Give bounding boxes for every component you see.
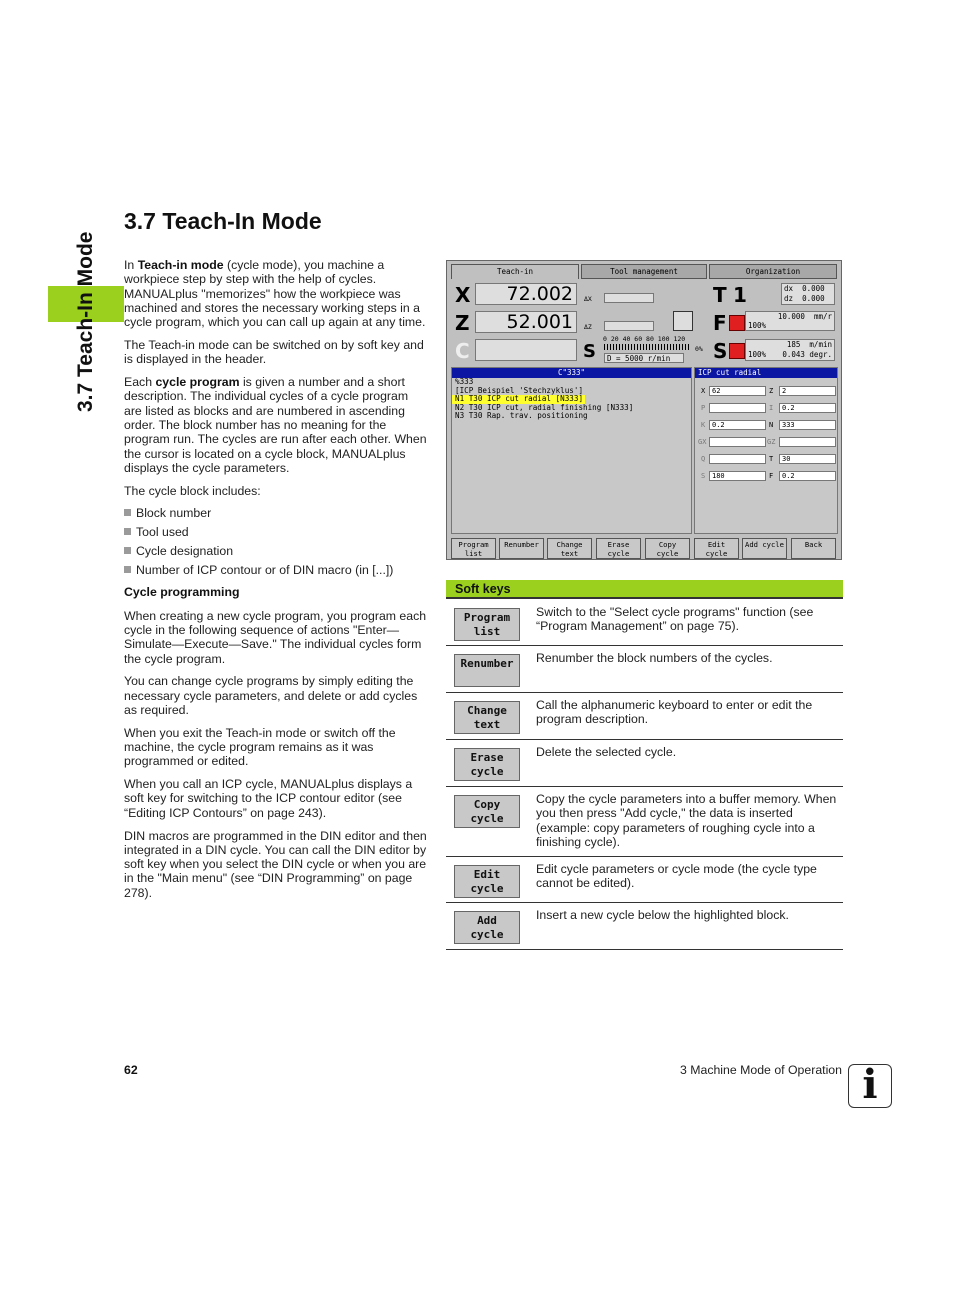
program-line[interactable]: N3 T30 Rap. trav. positioning [455, 411, 588, 421]
program-line[interactable]: %333 [455, 377, 474, 386]
param-label: K [701, 421, 706, 429]
machine-screen [446, 260, 842, 560]
paragraph: In Teach-in mode (cycle mode), you machine a workpiece step by step with the help of cycles. MANUALplus "memorizes" how the workpiece was machined and stores the necessary working steps in a cycle program, which you can call up again at any time. [124, 258, 426, 330]
param-field[interactable]: 333 [779, 420, 836, 430]
softkey-description: Insert a new cycle below the highlighted block. [536, 908, 789, 922]
program-header: C"333" [452, 368, 691, 378]
paragraph: When you exit the Teach-in mode or switch off the machine, the cycle program remains as it was programmed or edited. [124, 725, 396, 769]
screen-softkey-edit-cycle[interactable]: Edit cycle [694, 538, 739, 559]
dx-dz-box: dx 0.000 dz 0.000 [781, 283, 835, 305]
paragraph: When creating a new cycle program, you program each cycle in the following sequence of actions "Enter—Simulate—Execute—Save." The individual cycles form the cycle program. [124, 608, 427, 666]
page-title: 3.7 Teach-In Mode [124, 208, 322, 234]
param-label: T [769, 455, 774, 463]
param-label: I [769, 404, 774, 412]
paragraph: You can change cycle programs by simply editing the necessary cycle parameters, and delete or add cycles as required. [124, 674, 418, 717]
program-line[interactable]: N2 T30 ICP cut, radial finishing [N333] [455, 402, 634, 412]
param-field[interactable]: 62 [709, 386, 766, 396]
softkey-description: Switch to the "Select cycle programs" function (see “Program Management” on page 75). [536, 605, 814, 634]
softkey-description: Edit cycle parameters or cycle mode (the cycle type cannot be edited). [536, 862, 817, 891]
load-scale: 0 20 40 60 80 100 120 [603, 335, 686, 343]
paragraph: The cycle block includes: [124, 483, 261, 498]
screen-softkey-erase-cycle[interactable]: Erase cycle [596, 538, 641, 559]
softkey-description: Delete the selected cycle. [536, 745, 677, 759]
axis-z-value: 52.001 [475, 311, 577, 333]
axis-z-delta: ΔZ [584, 323, 592, 331]
tool-letter: T [713, 283, 727, 307]
renumber-softkey[interactable]: Renumber [454, 654, 520, 687]
spindle-readout: D = 5000 r/min [604, 353, 684, 363]
tool-holder-icon [673, 311, 693, 331]
cycle-program-list [451, 367, 692, 534]
table-row [446, 903, 843, 950]
change-text-softkey[interactable]: Change text [454, 701, 520, 734]
chapter-title: 3 Machine Mode of Operation [679, 1063, 842, 1077]
axis-c-value [475, 339, 577, 361]
param-field[interactable] [709, 403, 766, 413]
param-label: Z [769, 387, 774, 395]
paragraph: DIN macros are programmed in the DIN editor and then integrated in a DIN cycle. You can call the DIN editor by soft key when you select the DIN cycle or when you are in the "Main menu" (see “DIN Programming” on page 278). [124, 828, 427, 900]
axis-x-value: 72.002 [475, 283, 577, 305]
param-label: GX [698, 438, 707, 446]
param-field[interactable]: 0.2 [779, 471, 836, 481]
tab-tool-management[interactable]: Tool management [581, 264, 707, 279]
edit-cycle-softkey[interactable]: Edit cycle [454, 865, 520, 898]
feed-override-icon [729, 315, 745, 331]
param-field[interactable] [709, 437, 766, 447]
screen-softkey-back[interactable]: Back [791, 538, 836, 559]
table-row [446, 646, 843, 693]
erase-cycle-softkey[interactable]: Erase cycle [454, 748, 520, 781]
add-cycle-softkey[interactable]: Add cycle [454, 911, 520, 944]
param-label: F [769, 472, 774, 480]
paragraph: When you call an ICP cycle, MANUALplus displays a soft key for switching to the ICP contour editor (see “Editing ICP Contours” on page 243). [124, 777, 413, 820]
param-field[interactable]: 2 [779, 386, 836, 396]
tool-number: 1 [733, 283, 747, 307]
load-bar [604, 344, 689, 350]
param-label: X [701, 387, 706, 395]
param-label: P [701, 404, 706, 412]
info-icon: i [848, 1064, 892, 1108]
table-row [446, 740, 843, 787]
screen-softkey-program-list[interactable]: Program list [451, 538, 496, 559]
program-list-softkey[interactable]: Program list [454, 608, 520, 641]
table-row [446, 857, 843, 903]
subheading: Cycle programming [124, 585, 240, 600]
list-item: Tool used [124, 525, 428, 539]
feed-box: 10.000 mm/r 100% [745, 311, 835, 331]
side-tab-label: 3.7 Teach-In Mode [74, 231, 97, 412]
list-item: Number of ICP contour or of DIN macro (in [...]) [124, 563, 428, 577]
param-field[interactable] [779, 437, 836, 447]
program-line-selected[interactable]: N1 T30 ICP cut radial [N333] [452, 395, 585, 404]
feed-letter: F [713, 311, 727, 335]
program-line[interactable]: [ICP Beispiel 'Stechzyklus'] [455, 385, 584, 395]
param-label: GZ [767, 438, 776, 446]
copy-cycle-softkey[interactable]: Copy cycle [454, 795, 520, 828]
spindle-letter: S [583, 341, 596, 362]
tab-organization[interactable]: Organization [709, 264, 837, 279]
param-label: S [701, 472, 706, 480]
speed-box: 185 m/min 100% 0.043 degr. [745, 339, 835, 361]
list-item: Cycle designation [124, 544, 428, 558]
param-field[interactable]: 180 [709, 471, 766, 481]
screen-softkey-copy-cycle[interactable]: Copy cycle [645, 538, 690, 559]
table-row [446, 693, 843, 740]
axis-x-label: X [455, 283, 471, 307]
cycle-parameters [694, 367, 838, 534]
param-field[interactable]: 0.2 [779, 403, 836, 413]
softkey-description: Call the alphanumeric keyboard to enter or edit the program description. [536, 698, 813, 727]
screen-softkey-renumber[interactable]: Renumber [499, 538, 544, 559]
tab-teach-in[interactable]: Teach-in [451, 264, 579, 279]
axis-z-delta-box [604, 321, 654, 331]
paragraph: Each cycle program is given a number and a short description. The individual cycles of a cycle program are listed as blocks and are numbered in ascending order. The block number has no meaning for the program run. The cycles are run after each other. When the cursor is located on a cycle block, MANUALplus displays the cycle parameters. [124, 375, 427, 475]
spindle-percent: 0% [695, 345, 703, 353]
softkeys-table-header: Soft keys [446, 580, 843, 599]
param-label: N [769, 421, 774, 429]
speed-letter: S [713, 339, 728, 363]
param-field[interactable]: 0.2 [709, 420, 766, 430]
table-row [446, 600, 843, 646]
axis-x-delta: ΔX [584, 295, 592, 303]
softkey-description: Renumber the block numbers of the cycles. [536, 651, 773, 665]
axis-z-label: Z [455, 311, 470, 335]
param-header: ICP cut radial [695, 368, 837, 378]
spindle-override-icon [729, 343, 745, 359]
screen-softkey-add-cycle[interactable]: Add cycle [742, 538, 787, 559]
param-field[interactable]: 30 [779, 454, 836, 464]
bullet-list [124, 506, 428, 577]
screen-softkey-change-text[interactable]: Change text [547, 538, 592, 559]
table-row [446, 787, 843, 857]
page-number: 62 [124, 1063, 138, 1077]
axis-c-label: C [455, 339, 470, 363]
softkey-description: Copy the cycle parameters into a buffer memory. When you then press "Add cycle," the data is inserted (example: copy parameters of roughing cycle into a finishing cycle). [536, 792, 837, 849]
axis-x-delta-box [604, 293, 654, 303]
list-item: Block number [124, 506, 428, 520]
paragraph: The Teach-in mode can be switched on by soft key and is displayed in the header. [124, 337, 424, 367]
body-text [124, 258, 428, 909]
param-label: Q [701, 455, 706, 463]
param-field[interactable] [709, 454, 766, 464]
